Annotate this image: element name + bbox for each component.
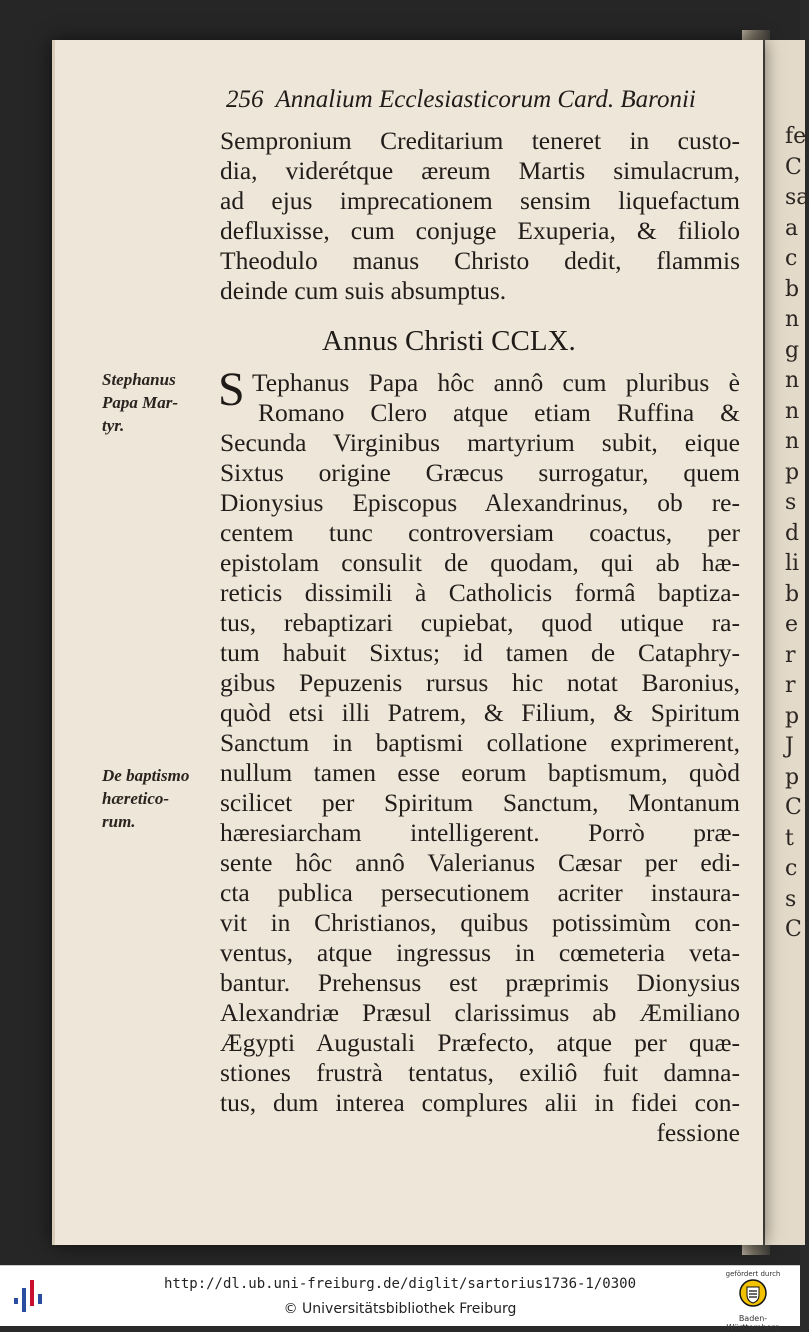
text-line: ad ejus imprecationem sensim liquefactum [220,186,740,215]
text-line: Sixtus origine Græcus surrogatur, quem [220,458,740,487]
catchword: fessione [656,1118,740,1147]
next-page-fragment: p [785,703,800,729]
next-page-fragment: J [785,734,794,759]
margin-note-line: tyr. [102,416,125,435]
next-page-fragment: r [785,673,796,698]
state-crest-icon [738,1278,768,1308]
next-page-fragment: d [785,520,800,546]
next-page-fragment: a [785,215,799,241]
text-line: deinde cum suis absumptus. [220,276,507,305]
text-line: Dionysius Episcopus Alexandrinus, ob re- [220,488,740,517]
running-head-title: Annalium Ecclesiasticorum Card. Baronii [275,86,696,113]
text-line: Theodulo manus Christo dedit, flammis [220,246,740,275]
section-heading: Annus Christi CCLX. [322,325,576,357]
next-page-fragment: s [785,886,797,912]
next-page-fragment: C [785,154,802,180]
margin-note-line: De baptismo [102,766,190,785]
next-page-fragment: b [785,276,800,302]
text-line: Romano Clero atque etiam Ruffina & [258,398,740,427]
margin-note-stephanus [102,368,212,437]
text-line: nullum tamen esse eorum baptismum, quòd [220,758,740,787]
text-block-main [218,363,740,1148]
text-line: bantur. Prehensus est præprimis Dionysius [220,968,740,997]
text-block-top [220,126,740,306]
text-line: Secunda Virginibus martyrium subit, eique [220,428,740,457]
next-page-fragment: t [785,825,794,851]
next-page-fragment: n [785,398,800,424]
copyright-text: © Universitätsbibliothek Freiburg [283,1301,517,1317]
next-page-fragment: C [785,795,802,820]
text-line: Ægypti Augustali Præfecto, atque per quæ- [220,1028,740,1057]
text-line: Sanctum in baptismi collatione exprimerent, [220,728,740,757]
sponsor-label: gefördert durch [725,1270,781,1278]
page-number: 256 [226,86,264,113]
next-page-fragment: s [785,490,797,515]
next-page-fragment: g [785,337,800,363]
next-page-fragment: n [785,368,800,393]
text-line: ventus, atque ingressus in cœmeteria veta- [220,938,740,967]
text-line: centem tunc controversiam coactus, per [220,518,740,547]
text-line: defluxisse, cum conjuge Exuperia, & filiolo [220,216,740,245]
margin-note-line: hæretico- [102,789,170,808]
next-page-edge [765,40,809,1245]
text-line: stiones frustrà tentatus, exiliô fuit damna- [220,1058,740,1087]
text-line: hæresiarcham intelligerent. Porrò præ- [220,818,740,847]
next-page-fragment: fe [785,124,807,149]
page-url-link[interactable]: http://dl.ub.uni-freiburg.de/diglit/sartorius1736-1/0300 [163,1276,636,1292]
drop-cap: S [218,363,245,416]
text-line: tus, rebaptizari cupiebat, quod utique ra- [220,608,740,637]
text-line: reticis dissimili à Catholicis formâ baptiza- [220,578,740,607]
next-page-fragment: b [785,581,800,607]
next-page-fragment: n [785,307,800,332]
text-line: tum habuit Sixtus; id tamen de Cataphry- [220,638,740,667]
text-line: epistolam consulit de quodam, qui ab hæ- [220,548,740,577]
next-page-fragment: p [785,459,800,485]
next-page-fragment: C [785,917,802,942]
text-line: tus, dum interea complures alii in fidei con- [220,1088,740,1117]
next-page-fragment: sa [785,185,809,210]
next-page-fragment: li [785,551,800,576]
next-page-fragment: e [785,612,799,637]
next-page-fragment: r [785,642,796,668]
text-line: Sempronium Creditarium teneret in custo- [220,126,740,155]
margin-note-de-baptismo [102,764,212,833]
text-line: cta publica persecutionem acriter instaura- [220,878,740,907]
margin-note-line: rum. [102,812,136,831]
text-line: sente hôc annô Valerianus Cæsar per edi- [220,848,740,877]
viewer-footer [0,1265,800,1332]
margin-note-line: Papa Mar- [102,393,179,412]
sponsor-name: Baden-Württemberg [726,1314,780,1332]
text-line: scilicet per Spiritum Sanctum, Montanum [220,788,740,817]
sponsor-block [718,1270,788,1332]
running-head [226,86,696,114]
text-line: Alexandriæ Præsul clarissimus ab Æmiliano [220,998,740,1027]
next-page-fragment: p [785,764,800,790]
next-page-fragment: c [785,856,798,881]
next-page-fragment: c [785,246,798,271]
text-line: vit in Christianos, quibus potissimùm con- [220,908,740,937]
text-line: dia, viderétque æreum Martis simulacrum, [220,156,740,185]
text-line: quòd etsi illi Patrem, & Filium, & Spiritum [220,698,740,727]
next-page-fragment: n [785,429,800,454]
text-line: Tephanus Papa hôc annô cum pluribus è [252,368,740,397]
margin-note-line: Stephanus [102,370,176,389]
text-line: gibus Pepuzenis rursus hic notat Baronius, [220,668,740,697]
